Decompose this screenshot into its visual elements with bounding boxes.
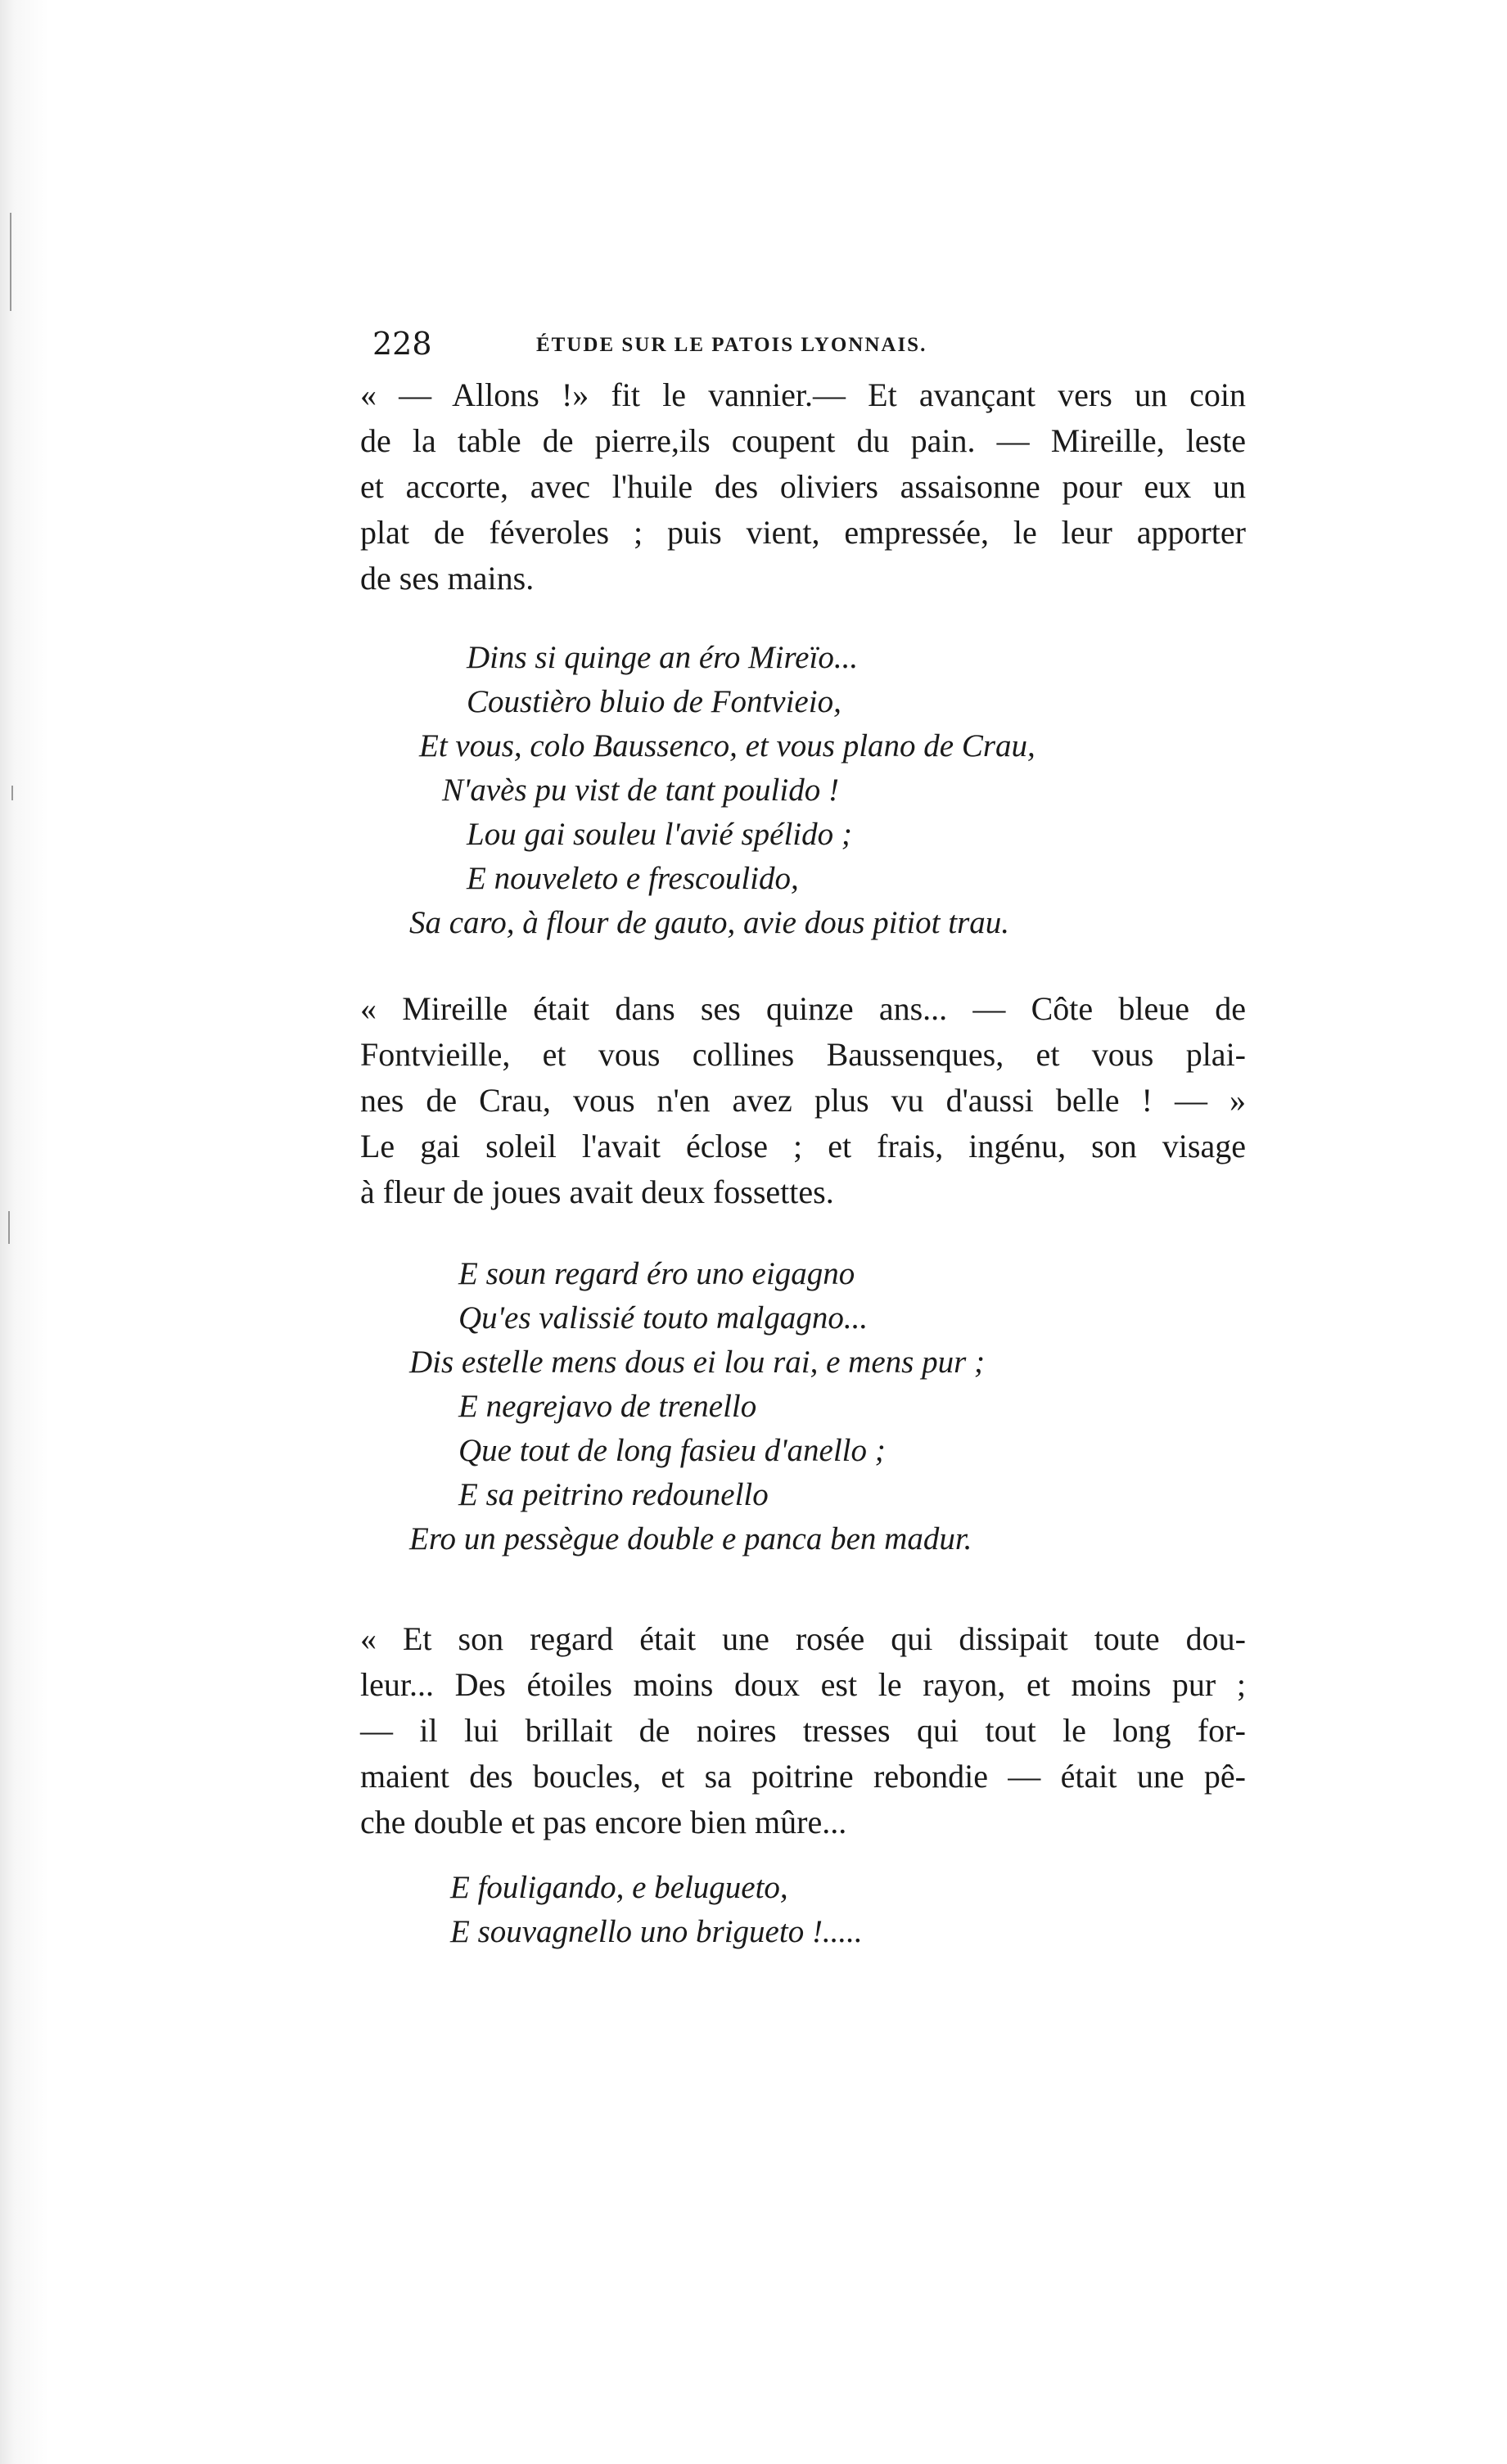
text-line: Fontvieille, et vous collines Baussenques, et vous plai-	[360, 1036, 1246, 1073]
text-line: « Et son regard était une rosée qui dissipait toute dou-	[360, 1620, 1246, 1657]
text-line: maient des boucles, et sa poitrine rebondie — était une pê-	[360, 1758, 1246, 1795]
text-line: che double et pas encore bien mûre...	[360, 1804, 847, 1840]
verse-line: Sa caro, à flour de gauto, avie dous pitiot trau.	[409, 905, 1010, 940]
paragraph-3	[360, 1616, 1246, 1845]
verse-1	[360, 636, 1261, 945]
verse-line: Ero un pessègue double e panca ben madur.	[409, 1521, 972, 1556]
verse-line: Coustièro bluio de Fontvieio,	[467, 684, 841, 719]
text-line: de ses mains.	[360, 560, 535, 597]
verse-2	[360, 1252, 1261, 1561]
text-line: « Mireille était dans ses quinze ans... — Côte bleue de	[360, 990, 1246, 1027]
binding-mark	[8, 1211, 10, 1244]
verse-line: N'avès pu vist de tant poulido !	[442, 773, 839, 808]
verse-line: Qu'es valissié touto malgagno...	[458, 1300, 869, 1336]
binding-edge	[0, 0, 49, 2464]
text-line: « — Allons !» fit le vannier.— Et avançant vers un coin	[360, 376, 1246, 413]
verse-line: E fouligando, e belugueto,	[450, 1870, 788, 1905]
verse-line: E negrejavo de trenello	[458, 1389, 757, 1424]
verse-3	[360, 1866, 1261, 1954]
text-line: à fleur de joues avait deux fossettes.	[360, 1173, 834, 1210]
text-line: et accorte, avec l'huile des oliviers assaisonne pour eux un	[360, 468, 1246, 505]
verse-line: Dins si quinge an éro Mireïo...	[467, 640, 859, 675]
page-number: 228	[372, 326, 432, 362]
verse-line: Et vous, colo Baussenco, et vous plano de Crau,	[419, 728, 1035, 764]
text-line: — il lui brillait de noires tresses qui tout le long for-	[360, 1712, 1246, 1749]
page-header	[372, 326, 1258, 367]
verse-line: E soun regard éro uno eigagno	[458, 1256, 855, 1291]
verse-line: E souvagnello uno brigueto !.....	[450, 1914, 863, 1949]
text-line: Le gai soleil l'avait éclose ; et frais, ingénu, son visage	[360, 1128, 1246, 1164]
paragraph-2	[360, 986, 1246, 1215]
paragraph-1	[360, 372, 1246, 601]
verse-line: Dis estelle mens dous ei lou rai, e mens pur ;	[409, 1345, 985, 1380]
running-title: ÉTUDE SUR LE PATOIS LYONNAIS.	[536, 334, 927, 356]
text-line: plat de féveroles ; puis vient, empressée, le leur apporter	[360, 514, 1246, 551]
text-line: leur... Des étoiles moins doux est le rayon, et moins pur ;	[360, 1666, 1246, 1703]
binding-mark	[10, 213, 11, 311]
verse-line: Lou gai souleu l'avié spélido ;	[467, 817, 852, 852]
text-line: nes de Crau, vous n'en avez plus vu d'aussi belle ! — »	[360, 1082, 1246, 1119]
verse-line: E nouveleto e frescoulido,	[467, 861, 799, 896]
verse-line: Que tout de long fasieu d'anello ;	[458, 1433, 886, 1468]
binding-mark	[11, 786, 13, 800]
verse-line: E sa peitrino redounello	[458, 1477, 769, 1512]
text-line: de la table de pierre,ils coupent du pain. — Mireille, leste	[360, 422, 1246, 459]
